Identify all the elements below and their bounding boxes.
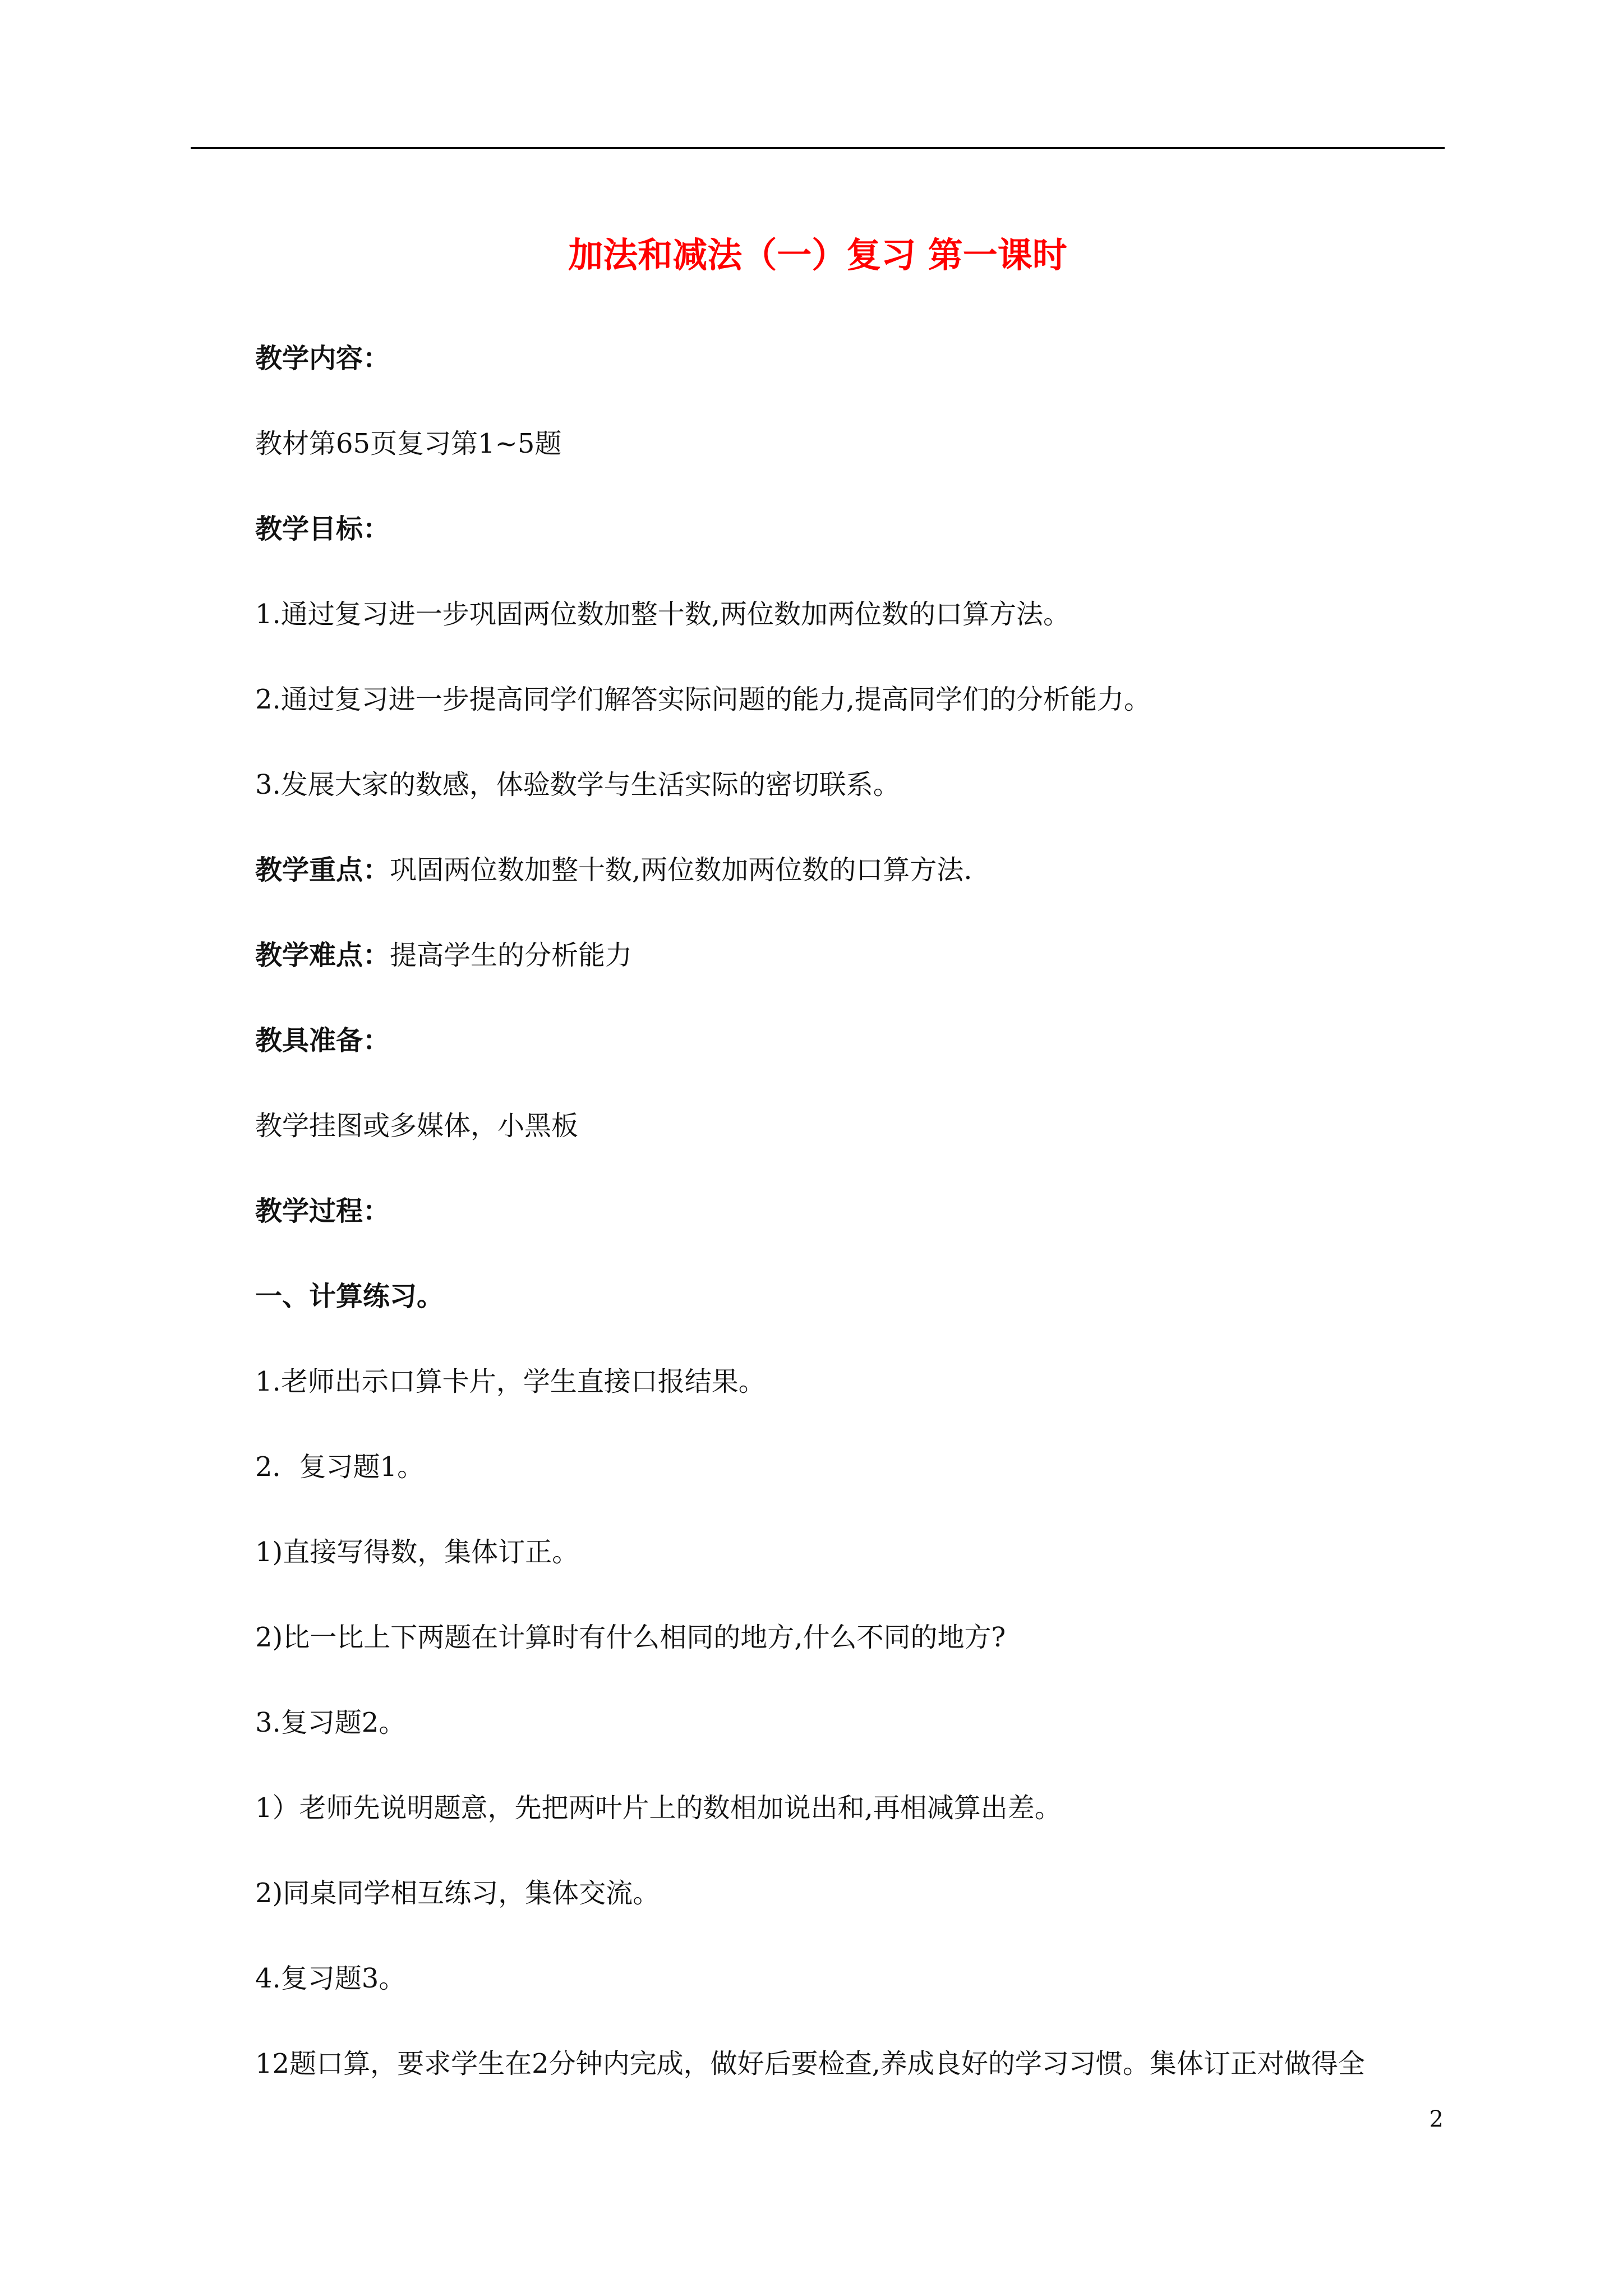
line-text: 1.通过复习进一步巩固两位数加整十数,两位数加两位数的口算方法。 bbox=[255, 599, 1071, 630]
line-step-3 bbox=[255, 1705, 1450, 1740]
line-text: 2)同桌同学相互练习，集体交流。 bbox=[255, 1878, 660, 1909]
line-label: 一、计算练习。 bbox=[255, 1281, 444, 1312]
line-step-2-2 bbox=[255, 1620, 1450, 1655]
header-rule bbox=[191, 147, 1445, 149]
line-text: 2．复习题1。 bbox=[255, 1451, 425, 1483]
line-label: 教学重点： bbox=[255, 854, 390, 886]
line-step-3-2 bbox=[255, 1876, 1450, 1911]
line-difficult-points bbox=[255, 938, 1450, 973]
line-text: 教学挂图或多媒体，小黑板 bbox=[255, 1110, 579, 1142]
page-number: 2 bbox=[1429, 2106, 1444, 2132]
line-label: 教学目标： bbox=[255, 513, 390, 545]
line-goal-3 bbox=[255, 767, 1450, 802]
line-text: 1）老师先说明题意，先把两叶片上的数相加说出和,再相减算出差。 bbox=[255, 1792, 1062, 1824]
line-key-points bbox=[255, 853, 1450, 887]
line-text: 3.发展大家的数感，体验数学与生活实际的密切联系。 bbox=[255, 769, 900, 800]
line-label: 教学难点： bbox=[255, 940, 390, 971]
line-text: 4.复习题3。 bbox=[255, 1963, 406, 1994]
line-teaching-content bbox=[255, 341, 1450, 376]
line-text: 1)直接写得数，集体订正。 bbox=[255, 1536, 579, 1568]
line-label: 教具准备： bbox=[255, 1025, 390, 1056]
line-text: 2)比一比上下两题在计算时有什么相同的地方,什么不同的地方? bbox=[255, 1622, 1006, 1653]
line-text: 2.通过复习进一步提高同学们解答实际问题的能力,提高同学们的分析能力。 bbox=[255, 684, 1151, 715]
line-goal-2 bbox=[255, 682, 1450, 717]
line-section-calculation bbox=[255, 1279, 1450, 1314]
line-step-3-1 bbox=[255, 1791, 1450, 1825]
line-step-2 bbox=[255, 1450, 1450, 1484]
line-textbook-reference bbox=[255, 426, 1450, 461]
line-teaching-process bbox=[255, 1194, 1450, 1228]
line-text: 3.复习题2。 bbox=[255, 1707, 406, 1738]
line-text: 教材第65页复习第1~5题 bbox=[255, 428, 562, 459]
line-text: 提高学生的分析能力 bbox=[390, 940, 633, 971]
line-step-1 bbox=[255, 1364, 1450, 1399]
line-teaching-goals bbox=[255, 512, 1450, 546]
line-label: 教学内容： bbox=[255, 343, 390, 374]
line-teaching-aids bbox=[255, 1023, 1450, 1058]
line-goal-1 bbox=[255, 597, 1450, 632]
document-title: 加法和减法（一）复习 第一课时 bbox=[568, 234, 1067, 275]
line-label: 教学过程： bbox=[255, 1195, 390, 1227]
line-text: 12题口算，要求学生在2分钟内完成，做好后要检查,养成良好的学习习惯。集体订正对做得全 bbox=[255, 2048, 1365, 2079]
line-text: 1.老师出示口算卡片，学生直接口报结果。 bbox=[255, 1366, 766, 1397]
line-step-2-1 bbox=[255, 1535, 1450, 1570]
line-step-4-detail bbox=[255, 2046, 1450, 2081]
line-step-4 bbox=[255, 1961, 1450, 1996]
line-aids-list bbox=[255, 1108, 1450, 1143]
line-text: 巩固两位数加整十数,两位数加两位数的口算方法. bbox=[390, 854, 972, 886]
